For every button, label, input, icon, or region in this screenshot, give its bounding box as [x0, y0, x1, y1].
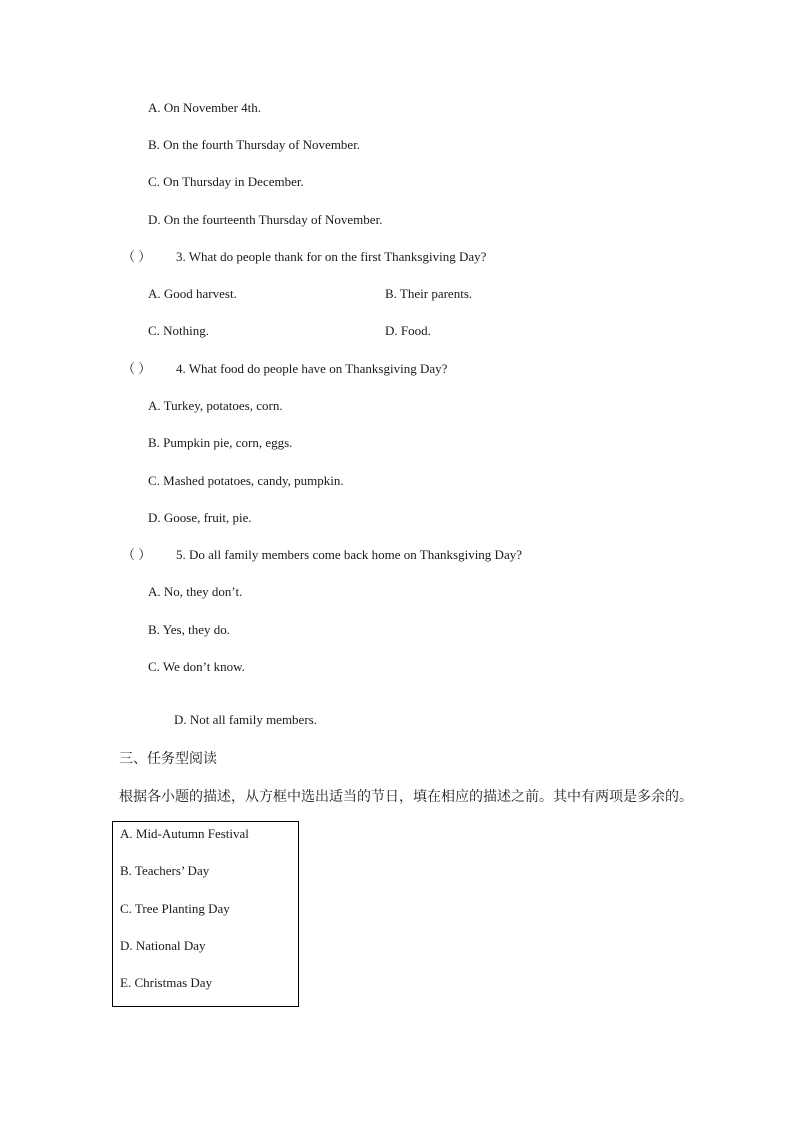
festival-option-a: A. Mid-Autumn Festival: [120, 826, 249, 841]
festival-option-c: C. Tree Planting Day: [120, 901, 230, 916]
q5-answer-blank: （ ）: [122, 547, 152, 562]
q3-option-a: A. Good harvest.: [148, 286, 237, 301]
q2-option-d: D. On the fourteenth Thursday of November.: [148, 212, 383, 227]
q5-option-d: D. Not all family members.: [174, 712, 317, 727]
q3-answer-blank: （ ）: [122, 249, 152, 264]
section-heading: 三、任务型阅读: [119, 751, 217, 767]
q3-option-b: B. Their parents.: [385, 286, 473, 301]
q3-option-d: D. Food.: [385, 323, 431, 338]
festival-option-e: E. Christmas Day: [120, 975, 213, 990]
q5-question: 5. Do all family members come back home on Thanksgiving Day?: [176, 547, 522, 562]
q3-question: 3. What do people thank for on the first Thanksgiving Day?: [176, 249, 487, 264]
q2-option-a: A. On November 4th.: [148, 100, 262, 115]
q4-option-d: D. Goose, fruit, pie.: [148, 510, 252, 525]
q4-question: 4. What food do people have on Thanksgiving Day?: [176, 361, 448, 376]
section-instruction: 根据各小题的描述，从方框中选出适当的节日，填在相应的描述之前。其中有两项是多余的。: [119, 789, 693, 805]
q4-answer-blank: （ ）: [122, 361, 152, 376]
festival-option-b: B. Teachers’ Day: [120, 863, 210, 878]
q2-option-b: B. On the fourth Thursday of November.: [148, 137, 361, 152]
q4-option-a: A. Turkey, potatoes, corn.: [148, 398, 283, 413]
q4-option-c: C. Mashed potatoes, candy, pumpkin.: [148, 473, 344, 488]
q5-option-b: B. Yes, they do.: [148, 622, 230, 637]
q4-option-b: B. Pumpkin pie, corn, eggs.: [148, 435, 293, 450]
q5-option-c: C. We don’t know.: [148, 659, 245, 674]
q3-option-c: C. Nothing.: [148, 323, 210, 338]
q5-option-a: A. No, they don’t.: [148, 584, 243, 599]
festival-option-d: D. National Day: [120, 938, 206, 953]
q2-option-c: C. On Thursday in December.: [148, 174, 304, 189]
